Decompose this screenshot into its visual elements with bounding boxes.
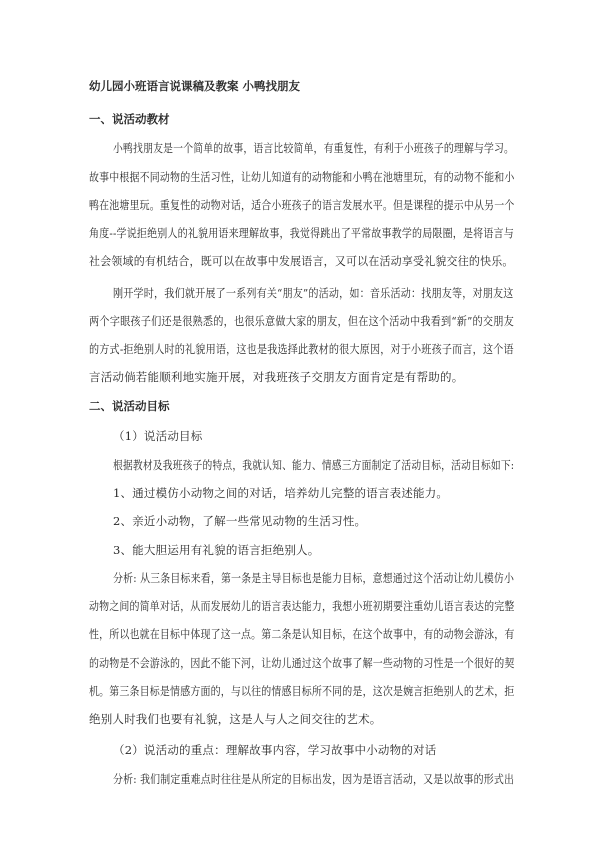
paragraph-line: 刚开学时，我们就开展了一系列有关“朋友”的活动，如：音乐活动：找朋友等，对朋友这 — [113, 286, 514, 300]
paragraph-line: 小鸭找朋友是一个简单的故事，语言比较简单，有重复性，有利于小班孩子的理解与学习。 — [113, 141, 515, 155]
paragraph-line: 故事中根据不同动物的生活习性，让幼儿知道有的动物能和小鸭在池塘里玩，有的动物不能和小 — [89, 170, 515, 184]
paragraph-line: 的方式-拒绝别人时的礼貌用语，这也是我选择此教材的很大原因，对于小班孩子而言，这个语 — [89, 342, 514, 356]
section-heading-goals: 二、说活动目标 — [89, 399, 170, 413]
document-title: 幼儿园小班语言说课稿及教案 小鸭找朋友 — [89, 79, 301, 93]
goal-item: 1、通过模仿小动物之间的对话，培养幼儿完整的语言表述能力。 — [113, 486, 449, 500]
paragraph-line: 性，所以也就在目标中体现了这一点。第二条是认知目标，在这个故事中，有的动物会游泳，有 — [89, 627, 515, 641]
paragraph-line: 言活动倘若能顺利地实施开展，对我班孩子交朋友方面肯定是有帮助的。 — [89, 370, 464, 384]
paragraph-line: 的动物是不会游泳的，因此不能下河，让幼儿通过这个故事了解一些动物的习性是一个很好的契 — [89, 656, 515, 670]
paragraph-line: 机。第三条目标是情感方面的，与以往的情感目标所不同的是，这次是婉言拒绝别人的艺术，拒 — [89, 684, 515, 698]
paragraph-line: 两个字眼孩子们还是很熟悉的，也很乐意做大家的朋友，但在这个活动中我看到“新”的交朋友 — [89, 314, 514, 328]
paragraph-line: 鸭在池塘里玩。重复性的动物对话，适合小班孩子的语言发展水平。但是课程的提示中从另一个 — [89, 198, 515, 212]
subheading-key-points: （2）说活动的重点：理解故事内容，学习故事中小动物的对话 — [113, 743, 437, 757]
paragraph-line: 根据教材及我班孩子的特点，我就认知、能力、情感三方面制定了活动目标，活动目标如下: — [113, 458, 515, 472]
goal-item: 2、亲近小动物，了解一些常见动物的生活习性。 — [113, 514, 367, 528]
section-heading-materials: 一、说活动教材 — [89, 112, 170, 126]
goal-item: 3、能大胆运用有礼貌的语言拒绝别人。 — [113, 543, 320, 557]
paragraph-line: 社会领域的有机结合，既可以在故事中发展语言，又可以在活动享受礼貌交往的快乐。 — [89, 254, 514, 268]
subheading-goals: （1）说活动目标 — [113, 429, 203, 443]
paragraph-line: 绝别人时我们也要有礼貌，这是人与人之间交往的艺术。 — [89, 712, 382, 726]
paragraph-line: 分析: 我们制定重难点时往往是从所定的目标出发，因为是语言活动，又是以故事的形式出 — [113, 772, 515, 786]
paragraph-line: 角度--学说拒绝别人的礼貌用语来理解故事，我觉得跳出了平常故事教学的局限圈，是将语言与 — [89, 226, 514, 240]
paragraph-line: 分析: 从三条目标来看，第一条是主导目标也是能力目标，意想通过这个活动让幼儿模仿小 — [113, 571, 515, 585]
paragraph-line: 动物之间的简单对话，从而发展幼儿的语言表达能力，我想小班初期要注重幼儿语言表达的完整 — [89, 599, 515, 613]
